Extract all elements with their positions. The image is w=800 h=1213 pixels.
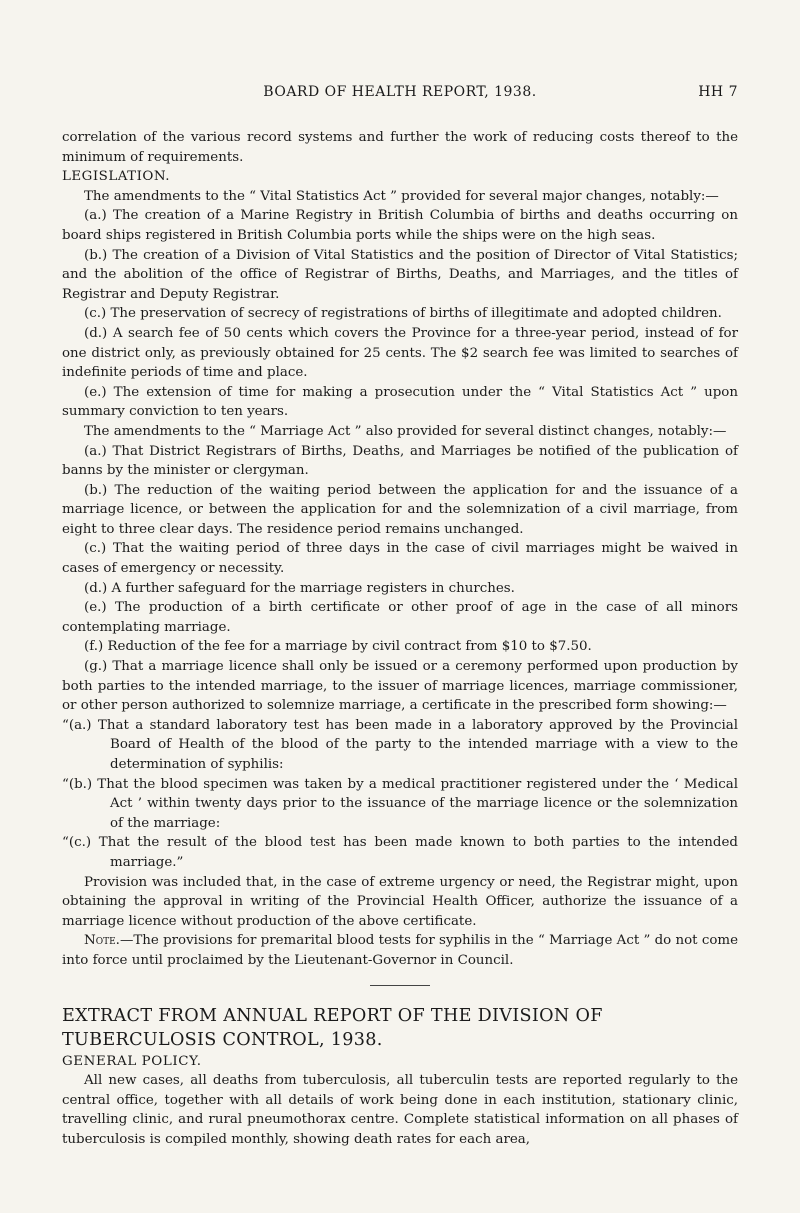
extract-heading-line-2: TUBERCULOSIS CONTROL, 1938. xyxy=(62,1029,383,1050)
vital-item-a: (a.) The creation of a Marine Registry in British Columbia of births and deaths occurring on board ships registered in British Columbia ports while the ships were on the high seas. xyxy=(62,208,738,243)
marriage-item-a: (a.) That District Registrars of Births, Deaths, and Marriages be notified of the publication of banns by the minister or clergyman. xyxy=(62,443,738,479)
intro-paragraph: correlation of the various record systems and further the work of reducing costs thereof to the minimum of requirements. xyxy=(62,130,738,165)
note-text: —The provisions for premarital blood tests for syphilis in the “ Marriage Act ” do not come into force until proclaimed by the Lieutenant-Governor in Council. xyxy=(62,933,738,968)
marriage-item-b: (b.) The reduction of the waiting period between the application for and the issuance of a marriage licence, or between the application for and the solemnization of a civil marriage, from eight to three clear days. The residence period remains unchanged. xyxy=(62,482,738,537)
vital-item-b: (b.) The creation of a Division of Vital Statistics and the position of Director of Vital Statistics; and the abolition of the office of Registrar of Births, Deaths, and Marriages, and the titles of Registrar and Deputy Registrar. xyxy=(62,247,738,302)
note-label: Note. xyxy=(84,933,120,949)
page-number: HH 7 xyxy=(698,84,738,100)
vital-item-c: (c.) The preservation of secrecy of registrations of births of illegitimate and adopted children. xyxy=(84,306,722,322)
quoted-item-a: “(a.) That a standard laboratory test has been made in a laboratory approved by the Provincial Board of Health of the blood of the party to the intended marriage with a view to the determination of syphilis: xyxy=(62,717,738,772)
report-title: BOARD OF HEALTH REPORT, 1938. xyxy=(263,84,537,100)
vital-item-d: (d.) A search fee of 50 cents which covers the Province for a three-year period, instead of for one district only, as previously obtained for 25 cents. The $2 search fee was limited to searches of indefinite periods of time and place. xyxy=(62,325,738,381)
vital-item-e: (e.) The extension of time for making a prosecution under the “ Vital Statistics Act ” upon summary conviction to ten years. xyxy=(62,384,738,420)
document-body xyxy=(62,128,738,1150)
marriage-item-d: (d.) A further safeguard for the marriage registers in churches. xyxy=(84,580,515,596)
quoted-item-b: “(b.) That the blood specimen was taken by a medical practitioner registered under the ‘ Medical Act ’ within twenty days prior to the issuance of the marriage licence or the solemnization of the marriage: xyxy=(62,776,738,831)
legislation-heading: LEGISLATION. xyxy=(62,169,170,185)
provision-paragraph: Provision was included that, in the case of extreme urgency or need, the Registrar might, upon obtaining the approval in writing of the Provincial Health Officer, authorize the issuance of a marriage licence without production of the above certificate. xyxy=(62,874,738,929)
general-policy-paragraph: All new cases, all deaths from tuberculosis, all tuberculin tests are reported regularly to the central office, together with all details of work being done in each institution, stationary clinic, travelling clinic, and rural pneumothorax centre. Complete statistical information on all phases of tuberculosis is compiled monthly, showing death rates for each area, xyxy=(62,1073,738,1147)
marriage-item-c: (c.) That the waiting period of three days in the case of civil marriages might be waived in cases of emergency or necessity. xyxy=(62,541,738,577)
section-divider xyxy=(370,985,430,986)
marriage-item-f: (f.) Reduction of the fee for a marriage by civil contract from $10 to $7.50. xyxy=(84,639,592,655)
extract-heading-line-1: EXTRACT FROM ANNUAL REPORT OF THE DIVISION OF xyxy=(62,1005,603,1026)
marriage-item-e: (e.) The production of a birth certificate or other proof of age in the case of all minors contemplating marriage. xyxy=(62,600,738,635)
quoted-item-c: “(c.) That the result of the blood test has been made known to both parties to the intended marriage.” xyxy=(62,835,738,870)
vital-statistics-intro: The amendments to the “ Vital Statistics Act ” provided for several major changes, notably:— xyxy=(84,188,719,204)
general-policy-heading: GENERAL POLICY. xyxy=(62,1053,202,1069)
marriage-item-g: (g.) That a marriage licence shall only be issued or a ceremony performed upon production by both parties to the intended marriage, to the issuer of marriage licences, marriage commissioner, or other person authorized to solemnize marriage, a certificate in the prescribed form showing:— xyxy=(62,659,738,714)
running-head xyxy=(62,84,738,108)
note-paragraph xyxy=(62,931,738,970)
marriage-act-intro: The amendments to the “ Marriage Act ” also provided for several distinct changes, notably:— xyxy=(84,423,727,439)
